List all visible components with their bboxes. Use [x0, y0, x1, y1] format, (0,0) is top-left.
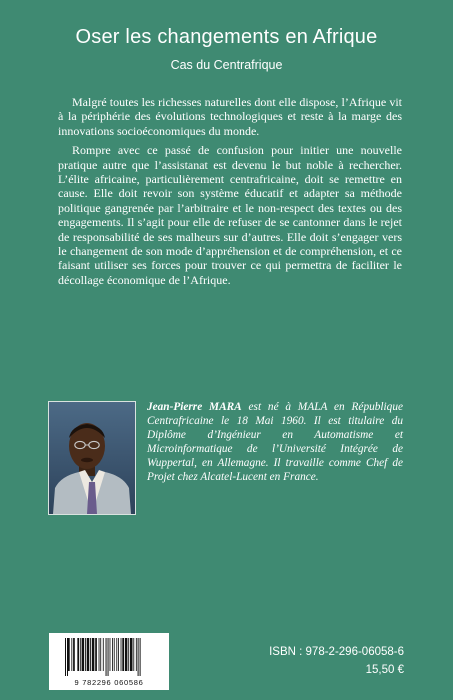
barcode-bar [65, 638, 66, 676]
book-title: Oser les changements en Afrique [75, 26, 378, 48]
barcode-bar [82, 638, 85, 671]
barcode-bar [140, 638, 141, 676]
barcode-bar [128, 638, 129, 671]
barcode-bar [136, 638, 137, 671]
barcode-bar [133, 638, 134, 671]
summary-text [58, 95, 402, 292]
barcode-bar [90, 638, 91, 671]
book-price: 15,50 € [365, 664, 404, 676]
barcode-bar [67, 638, 68, 676]
barcode-bar [114, 638, 115, 671]
barcode-bar [71, 638, 72, 671]
barcode-bar [73, 638, 75, 671]
barcode-bar [138, 638, 139, 676]
barcode-bar [125, 638, 128, 671]
author-bio-text: est né à MALA en République Centrafricaine le 18 Mai 1960. Il est titulaire du Diplôme d’Ingénieur en Automatisme et Microinformatique de l’Université Intégrée de Wuppertal, en Allemagne. Il travaille comme Chef de Projet chez Alcatel-Lucent en France. [147, 401, 403, 483]
barcode-bar [108, 638, 109, 676]
barcode-bar [100, 638, 101, 671]
barcode-bar [130, 638, 133, 671]
barcode-bar [106, 638, 107, 676]
barcode-bar [122, 638, 124, 671]
barcode-bar [85, 638, 86, 671]
barcode [49, 633, 169, 690]
barcode-bar [80, 638, 81, 671]
barcode-bar [110, 638, 111, 671]
barcode-bar [103, 638, 104, 671]
barcode-bars [63, 638, 155, 676]
barcode-bar [118, 638, 119, 671]
isbn-number: ISBN : 978-2-296-06058-6 [269, 646, 404, 658]
barcode-bar [92, 638, 95, 671]
barcode-bar [87, 638, 90, 671]
book-subtitle: Cas du Centrafrique [170, 58, 283, 72]
author-photo [48, 401, 136, 515]
barcode-bar [95, 638, 97, 671]
barcode-bar [121, 638, 122, 671]
author-bio [147, 401, 403, 484]
barcode-bar [77, 638, 79, 671]
barcode-bar [99, 638, 100, 671]
barcode-digits: 9 782296 060586 [74, 678, 144, 687]
barcode-bar [116, 638, 117, 671]
summary-paragraph-2: Rompre avec ce passé de confusion pour initier une nouvelle pratique autre que l’assistanat est devenu le but noble à rechercher. L’élite africaine, particulièrement centrafricaine, doit se remettre en cause. Elle doit revoir son système éducatif et adapter sa méthode politique gangrenée par l’arbitraire et le non-respect des textes ou des engagements. Il s’agit pour elle de refuser de se cantonner dans le rejet de responsabilité de ses malheurs sur d’autres. Elle doit s’engager vers le changement de son mode d’appréhension et de compréhension, et ce faisant utiliser ses forces pour trouver ce qui permettra de faciliter le décollage économique de l’Afrique. [58, 143, 402, 287]
barcode-bar [68, 638, 70, 671]
summary-paragraph-1: Malgré toutes les richesses naturelles dont elle dispose, l’Afrique vit à la périphérie des évolutions technologiques et reste à la marge des innovations socioéconomiques du monde. [58, 95, 402, 138]
barcode-bar [112, 638, 113, 671]
author-name: Jean-Pierre MARA [147, 401, 242, 413]
author-portrait-image [49, 402, 135, 514]
